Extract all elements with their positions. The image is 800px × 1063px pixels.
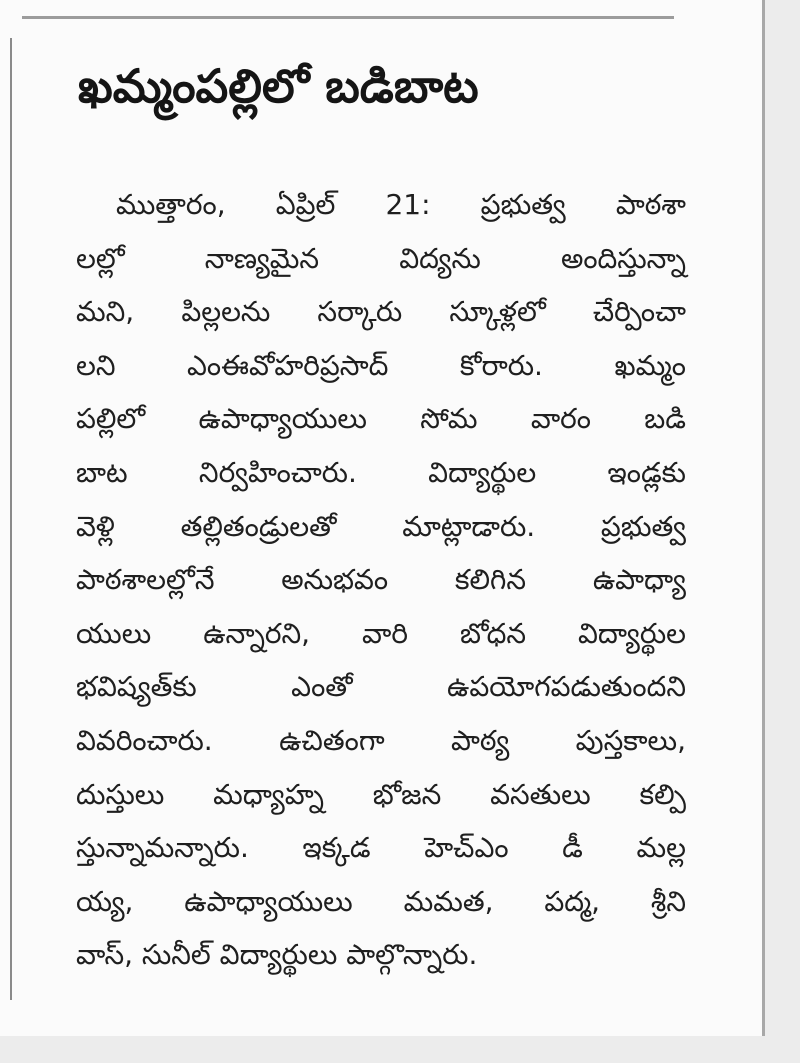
article-line: స్తున్నామన్నారు. ఇక్కడ హెచ్ఎం డీ మల్ల — [76, 831, 686, 865]
article-headline: ఖమ్మంపల్లిలో బడిబాట — [78, 59, 479, 113]
top-column-rule — [22, 16, 674, 19]
article-line: ముత్తారం, ఏప్రిల్ 21: ప్రభుత్వ పాఠశా — [116, 188, 686, 221]
article-line: య్య, ఉపాధ్యాయులు మమత, పద్మ, శ్రీని — [76, 884, 686, 918]
article-body — [76, 178, 686, 982]
article-line: వాస్, సునీల్ విద్యార్థులు పాల్గొన్నారు. — [76, 938, 478, 972]
right-column-rule — [762, 0, 765, 1036]
article-line: పాఠశాలల్లోనే అనుభవం కలిగిన ఉపాధ్యా — [76, 563, 686, 597]
article-line: వెళ్లి తల్లితండ్రులతో మాట్లాడారు. ప్రభుత్వ — [76, 509, 686, 543]
article-line: లల్లో నాణ్యమైన విద్యను అందిస్తున్నా — [76, 241, 686, 275]
article-line: బాట నిర్వహించారు. విద్యార్థుల ఇండ్లకు — [76, 455, 686, 489]
article-line: వివరించారు. ఉచితంగా పాఠ్య పుస్తకాలు, — [76, 723, 686, 757]
article-line: యులు ఉన్నారని, వారి బోధన విద్యార్థుల — [76, 616, 686, 650]
article-line: లని ఎంఈవోహరిప్రసాద్ కోరారు. ఖమ్మం — [76, 348, 686, 382]
article-line: దుస్తులు మధ్యాహ్న భోజన వసతులు కల్పి — [76, 777, 686, 811]
left-column-rule — [10, 38, 12, 1000]
article-line: పల్లిలో ఉపాధ్యాయులు సోమ వారం బడి — [76, 402, 686, 436]
article-line: భవిష్యత్‌కు ఎంతో ఉపయోగపడుతుందని — [76, 670, 686, 704]
article-line: మని, పిల్లలను సర్కారు స్కూళ్లలో చేర్పించా — [76, 295, 686, 329]
